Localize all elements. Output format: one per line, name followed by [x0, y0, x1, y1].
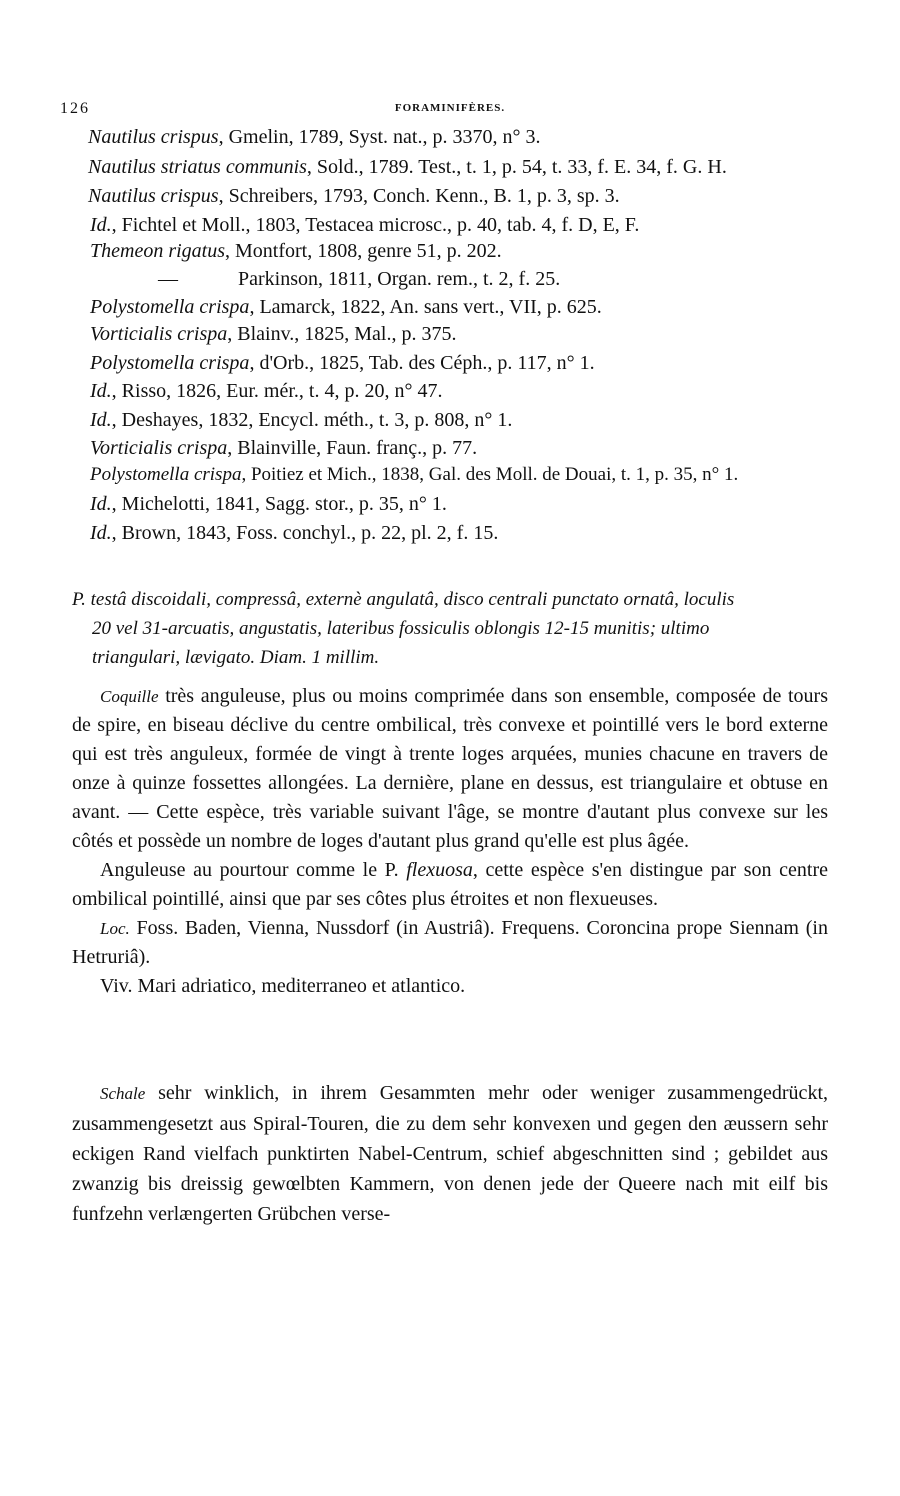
synonymy-entry: Polystomella crispa, d'Orb., 1825, Tab. des Céph., p. 117, n° 1. [90, 352, 595, 374]
diagnosis-line: triangulari, lævigato. Diam. 1 millim. [92, 647, 380, 668]
synonymy-entry: Vorticialis crispa, Blainv., 1825, Mal., p. 375. [90, 323, 457, 345]
german-description [72, 1078, 828, 1229]
synonymy-entry: Id., Risso, 1826, Eur. mér., t. 4, p. 20, n° 47. [90, 380, 443, 402]
running-title: FORAMINIFÈRES. [394, 102, 506, 114]
paragraph: Schale sehr winklich, in ihrem Gesammten mehr oder weniger zusammengedrückt, zusammengesetzt aus Spiral-Touren, die zu dem sehr konvexen und gegen den æussern sehr eckigen Rand vielfach punktirten Nabel-Centrum, schief abgeschnitten sind ; gebildet aus zwanzig bis dreissig gewœlbten Kammern, von denen jede der Queere nach mit eilf bis funfzehn verlængerten Grübchen verse- [72, 1082, 828, 1225]
synonymy-entry: Nautilus crispus, Schreibers, 1793, Conch. Kenn., B. 1, p. 3, sp. 3. [88, 185, 620, 207]
synonymy-entry: Id., Brown, 1843, Foss. conchyl., p. 22, pl. 2, f. 15. [90, 522, 499, 544]
latin-diagnosis [72, 585, 832, 672]
paragraph: Coquille très anguleuse, plus ou moins comprimée dans son ensemble, composée de tours de spire, en biseau déclive du centre ombilical, très convexe et pointillé vers le bord externe qui est très anguleux, formée de vingt à trente loges arquées, munies chacune en travers de onze à quinze fossettes allongées. La dernière, plane en dessus, est triangulaire et obtuse en avant. — Cette espèce, très variable suivant l'âge, se montre d'autant plus convexe sur les côtés et possède un nombre de loges d'autant plus grand qu'elle est plus âgée. [72, 685, 828, 852]
synonymy-entry: Nautilus striatus communis, Sold., 1789. Test., t. 1, p. 54, t. 33, f. E. 34, f. G. H. [88, 156, 727, 178]
synonymy-entry: Vorticialis crispa, Blainville, Faun. franç., p. 77. [90, 437, 478, 459]
synonymy-entry: Id., Michelotti, 1841, Sagg. stor., p. 35, n° 1. [90, 493, 447, 515]
synonymy-entry: Id., Fichtel et Moll., 1803, Testacea microsc., p. 40, tab. 4, f. D, E, F. [90, 214, 640, 236]
synonymy-entry: Themeon rigatus, Montfort, 1808, genre 51, p. 202. [90, 240, 502, 262]
page-number: 126 [60, 100, 90, 117]
paragraph: Loc. Foss. Baden, Vienna, Nussdorf (in Austriâ). Frequens. Coroncina prope Siennam (in Hetruriâ). [72, 917, 828, 968]
diagnosis-line: 20 vel 31-arcuatis, angustatis, lateribus fossiculis oblongis 12-15 munitis; ultimo [92, 618, 710, 639]
french-description [72, 682, 828, 1001]
synonymy-entry: Nautilus crispus, Gmelin, 1789, Syst. nat., p. 3370, n° 3. [88, 126, 541, 148]
diagnosis-line: P. testâ discoidali, compressâ, externè angulatâ, disco centrali punctato ornatâ, loculis [72, 589, 735, 610]
synonymy-entry: Polystomella crispa, Poitiez et Mich., 1838, Gal. des Moll. de Douai, t. 1, p. 35, n° 1. [90, 464, 739, 485]
synonymy-entry: Id., Deshayes, 1832, Encycl. méth., t. 3, p. 808, n° 1. [90, 409, 513, 431]
synonymy-entry: Polystomella crispa, Lamarck, 1822, An. sans vert., VII, p. 625. [90, 296, 602, 318]
paragraph: Viv. Mari adriatico, mediterraneo et atlantico. [100, 975, 466, 997]
synonymy-entry: — Parkinson, 1811, Organ. rem., t. 2, f. 25. [158, 268, 561, 290]
page-header [60, 100, 840, 122]
paragraph: Anguleuse au pourtour comme le P. flexuosa, cette espèce s'en distingue par son centre ombilical pointillé, ainsi que par ses côtes plus étroites et non flexueuses. [72, 859, 829, 910]
